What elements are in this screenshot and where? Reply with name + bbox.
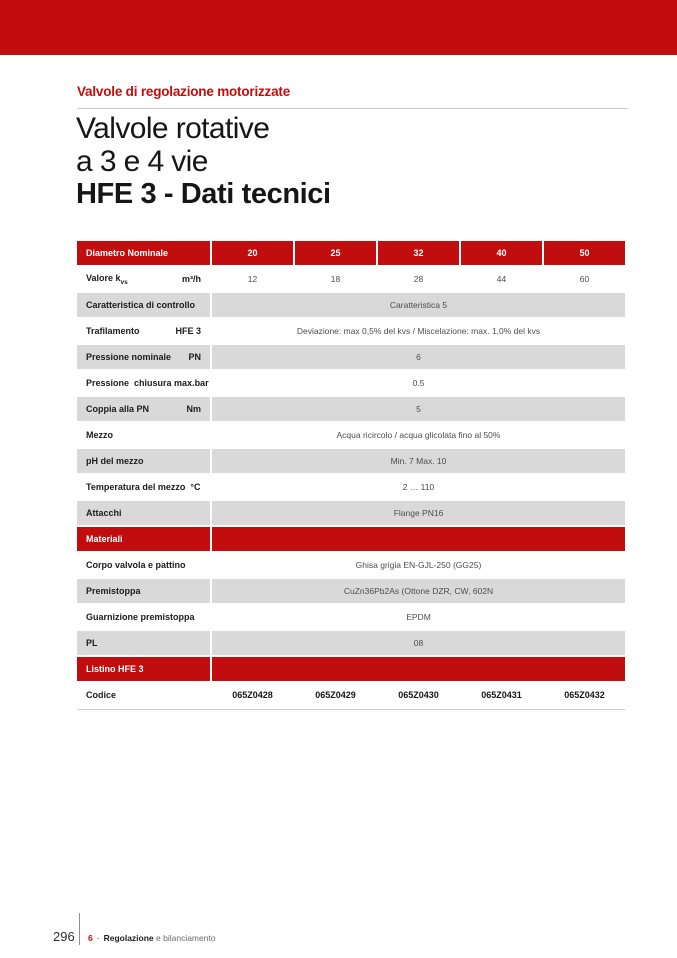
row-label-cell	[77, 501, 210, 525]
value-cell: 6	[212, 345, 625, 369]
technical-data-table	[77, 241, 625, 707]
title-line-3: HFE 3 - Dati tecnici	[76, 178, 331, 210]
row-label-cell	[77, 423, 210, 447]
page-number: 296	[53, 929, 75, 944]
value-cell: 065Z0432	[544, 683, 625, 707]
row-label-cell	[77, 371, 210, 395]
value-cell: Acqua ricircolo / acqua glicolata fino al 50%	[212, 423, 625, 447]
category-eyebrow: Valvole di regolazione motorizzate	[77, 84, 291, 99]
value-cell: 40	[461, 241, 542, 265]
row-label: Diametro Nominale	[86, 248, 169, 258]
row-unit: Nm	[186, 404, 201, 414]
row-label-cell	[77, 293, 210, 317]
table-row	[77, 501, 625, 525]
footer-divider	[79, 913, 80, 945]
row-label-cell	[77, 345, 210, 369]
row-label: Valore $k_{vs}$	[86, 272, 128, 286]
value-cell: 065Z0431	[461, 683, 542, 707]
table-header-row	[77, 241, 625, 265]
title-line-1: Valvole rotative	[76, 112, 270, 145]
row-label: pH del mezzo	[86, 456, 144, 466]
row-label: Listino HFE 3	[86, 664, 144, 674]
table-row	[77, 319, 625, 343]
row-unit: bar	[194, 378, 209, 388]
row-label: Mezzo	[86, 430, 113, 440]
value-cell: 28	[378, 267, 459, 291]
table-row	[77, 579, 625, 603]
value-cell: Min. 7 Max. 10	[212, 449, 625, 473]
title-line-2: a 3 e 4 vie	[76, 145, 208, 178]
table-row	[77, 605, 625, 629]
value-cell: 50	[544, 241, 625, 265]
section-header-row	[77, 657, 625, 681]
footer-chapter-number: 6	[88, 933, 93, 943]
row-label: Materiali	[86, 534, 123, 544]
title-divider	[77, 108, 628, 109]
row-label-cell	[77, 319, 210, 343]
value-cell: CuZn36Pb2As (Ottone DZR, CW, 602N	[212, 579, 625, 603]
value-cell: 065Z0429	[295, 683, 376, 707]
row-label: Temperatura del mezzo °C	[86, 482, 201, 492]
row-label: Guarnizione premistoppa	[86, 612, 195, 622]
value-cell: 32	[378, 241, 459, 265]
table-row	[77, 475, 625, 499]
footer-chapter-title: Regolazione	[103, 933, 154, 943]
row-unit: m³/h	[182, 274, 201, 284]
table-row	[77, 397, 625, 421]
value-cell: 20	[212, 241, 293, 265]
row-label-cell	[77, 397, 210, 421]
table-row	[77, 631, 625, 655]
section-header-row	[77, 527, 625, 551]
table-row	[77, 683, 625, 707]
footer-separator: -	[96, 933, 100, 943]
row-label-cell	[77, 241, 210, 265]
table-row	[77, 371, 625, 395]
row-label-cell	[77, 527, 210, 551]
row-unit: PN	[188, 352, 201, 362]
value-cell: EPDM	[212, 605, 625, 629]
page-title	[76, 112, 331, 211]
footer-chapter-subtitle: e bilanciamento	[156, 933, 216, 943]
row-label-cell	[77, 657, 210, 681]
row-label: Trafilamento	[86, 326, 140, 336]
top-red-band	[0, 0, 677, 55]
table-row	[77, 267, 625, 291]
row-label: PL	[86, 638, 98, 648]
value-cell: 0.5	[212, 371, 625, 395]
value-cell: 065Z0428	[212, 683, 293, 707]
row-label-cell	[77, 475, 210, 499]
row-label-cell	[77, 605, 210, 629]
row-label: Corpo valvola e pattino	[86, 560, 186, 570]
value-cell: 5	[212, 397, 625, 421]
footer-chapter	[88, 933, 216, 943]
row-label-cell	[77, 449, 210, 473]
row-label: Codice	[86, 690, 117, 700]
section-header-fill	[212, 657, 625, 681]
row-label: Premistoppa	[86, 586, 141, 596]
row-label: Pressione chiusura max.	[86, 378, 195, 388]
value-cell: Flange PN16	[212, 501, 625, 525]
row-label-subscript: vs	[120, 278, 128, 286]
table-row	[77, 423, 625, 447]
row-label-cell	[77, 631, 210, 655]
table-row	[77, 553, 625, 577]
row-label-cell	[77, 553, 210, 577]
section-header-fill	[212, 527, 625, 551]
value-cell: Ghisa grigia EN-GJL-250 (GG25)	[212, 553, 625, 577]
value-cell: Deviazione: max 0,5% del kvs / Miscelazione: max. 1,0% del kvs	[212, 319, 625, 343]
value-cell: 60	[544, 267, 625, 291]
value-cell: 12	[212, 267, 293, 291]
value-cell: 18	[295, 267, 376, 291]
value-cell: Caratteristica 5	[212, 293, 625, 317]
table-bottom-divider	[77, 709, 625, 710]
row-label-cell	[77, 267, 210, 291]
row-unit: HFE 3	[175, 326, 201, 336]
row-label: Attacchi	[86, 508, 122, 518]
row-label-cell	[77, 579, 210, 603]
row-label: Pressione nominale	[86, 352, 172, 362]
table-row	[77, 345, 625, 369]
value-cell: 2 … 110	[212, 475, 625, 499]
row-label: Caratteristica di controllo	[86, 300, 196, 310]
row-label-cell	[77, 683, 210, 707]
value-cell: 065Z0430	[378, 683, 459, 707]
value-cell: 44	[461, 267, 542, 291]
table-row	[77, 293, 625, 317]
table-row	[77, 449, 625, 473]
value-cell: 08	[212, 631, 625, 655]
row-label: Coppia alla PN	[86, 404, 150, 414]
value-cell: 25	[295, 241, 376, 265]
